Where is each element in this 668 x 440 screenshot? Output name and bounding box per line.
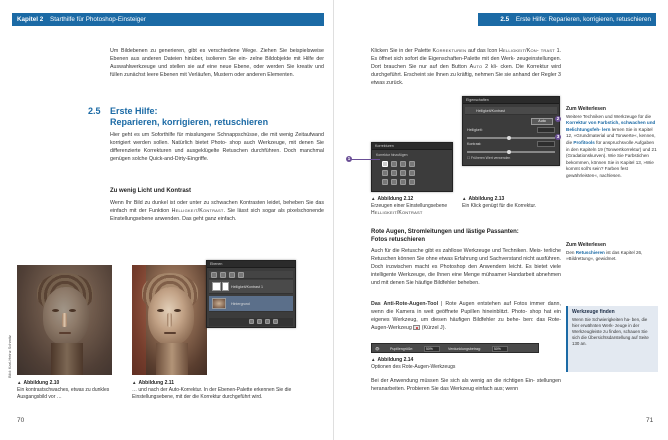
vibrance-icon[interactable] — [382, 170, 388, 176]
optbar-dark-label: Verdunklungsbetrag: — [448, 347, 481, 351]
ps-layers-panel — [206, 260, 296, 328]
section-title-line1: Erste Hilfe: — [110, 106, 158, 116]
infobox-werkzeuge-finden — [566, 306, 658, 372]
ps-helligkeit-field[interactable] — [537, 127, 555, 133]
ps-layers-title: Ebenen — [207, 261, 295, 268]
background-thumbnail — [212, 298, 226, 309]
ps-alt-checkbox[interactable]: ☐ Früheren Wert verwenden — [467, 156, 511, 160]
closing-paragraph: Bei der Anwendung müssen Sie sich als wenig an die richtigen Ein- stellungen heranarbeiten. Probieren Sie das Werkzeug einfach aus; wenn — [371, 378, 561, 392]
color-balance-icon[interactable] — [400, 170, 406, 176]
statue-photo-before — [17, 265, 112, 375]
ps-layer-adjustment[interactable] — [209, 280, 293, 294]
black-white-icon[interactable] — [409, 170, 415, 176]
ps-eigenschaften-layer-label: Helligkeit/Kontrast — [476, 109, 505, 113]
ps-kontrast-knob[interactable] — [507, 150, 511, 154]
ps-auto-button[interactable]: Auto — [531, 118, 553, 125]
filter-icon[interactable] — [211, 272, 217, 278]
ps-layer-background[interactable] — [209, 296, 293, 312]
threshold-icon[interactable] — [400, 179, 406, 185]
ps-layers-toolbar — [209, 271, 293, 279]
caption-2-14: ▲ Abbildung 2.14 Optionen des Rote-Augen-Werkzeugs — [371, 357, 456, 370]
adjustment-layer-icon — [212, 282, 221, 291]
caption-2-10: ▲ Abbildung 2.10 Ein kontrastschwaches, etwas zu dunkles Ausgangsbild vor … — [17, 380, 110, 400]
ps-korrekturen-title: Korrekturen — [372, 143, 452, 150]
ps-helligkeit-label: Helligkeit: — [467, 128, 483, 132]
adjust-icon[interactable] — [229, 272, 235, 278]
eye-tool-icon: 👁 — [375, 347, 380, 351]
callout-1-line — [350, 159, 380, 160]
hue-saturation-icon[interactable] — [391, 170, 397, 176]
ps-helligkeit-knob[interactable] — [507, 136, 511, 140]
ps-layer-adjustment-label: Helligkeit/Kontrast 1 — [231, 285, 263, 289]
image-icon[interactable] — [220, 272, 226, 278]
optbar-pupil-field[interactable]: 50% — [424, 346, 440, 352]
right-page-number: 71 — [646, 417, 654, 424]
ps-kontrast-label: Kontrast: — [467, 142, 482, 146]
exposure-icon[interactable] — [409, 161, 415, 167]
ps-kontrast-slider[interactable] — [467, 151, 555, 153]
curves-icon[interactable] — [400, 161, 406, 167]
callout-1: 1 — [347, 156, 351, 161]
callout-3: 3 — [556, 134, 560, 139]
infobox-title: Werkzeuge finden — [572, 309, 615, 315]
left-running-header — [12, 13, 324, 26]
side-note-weiterlesen-1: Zum Weiterlesen Weitere Techniken und Werkzeuge für die Korrektur von Farbstich, schwachen und Belichtungsfeh- lern lernen Sie in Kapitel 12, »Grundmaterial und Tonwerte«, kennen, die Profitools für anspruchsvolle Aufgaben in den Kapiteln 19 (Tonwertkorrektur) und 21 (Gradationskurven). Wie Sie Farbstichen bekommen, können Sie in Kapitel 13, »Wie kommt soll's sein? Farben fest gewährleisten«, nachlesen. — [566, 106, 657, 178]
new-layer-icon[interactable] — [265, 319, 270, 324]
callout-2: 2 — [556, 116, 560, 121]
redeye-section-paragraph: Auch für die Retusche gibt es zahllose Werkzeuge und Techniken. Meis- terliche Retuschen können Sie ohne etwas Erfahrung und Sachverstand nicht ausführen. Doch inzwischen macht es Photoshop den Anwendern leicht. Es bietet viele intelligente Werkzeuge, die Ihnen eine Menge mühsamer Handarbeit abnehmen und mit denen Sie häufige Bildfehler beheben. — [371, 248, 561, 286]
subhead-licht-kontrast: Zu wenig Licht und Kontrast — [110, 188, 191, 194]
photo-credit-vertical: Bild: Karl-Heinz Schmitz — [7, 335, 12, 378]
right-header-number: 2.5 — [500, 16, 510, 23]
right-header-title: Erste Hilfe: Reparieren, korrigieren, retuschieren — [515, 16, 651, 23]
caption-2-12: ▲ Abbildung 2.12 Erzeugen einer Einstellungsebene Helligkeit/Kontrast — [371, 196, 448, 216]
left-header-title: Starthilfe für Photoshop-Einsteiger — [50, 16, 146, 23]
right-running-header — [478, 13, 656, 26]
section-title-2-5 — [88, 106, 324, 128]
ps-redeye-options-bar — [371, 343, 539, 353]
left-header-chapter: Kapitel 2 — [17, 16, 44, 23]
left-page-number: 70 — [17, 417, 25, 424]
right-intro-paragraph: Klicken Sie in der Palette Korrekturen auf das Icon Helligkeit/Kon- trast 1. Es öffnet sich sofort die Eigenschaften-Palette mit den Werk- zeugeinstellungen. Dort brauchen Sie nur auf den Button Auto 2 kli- cken. Die Korrektur wird durchgeführt. Erscheint sie Ihnen zu kräftig, nehmen Sie sie anhand der Regler 3 etwas zurück. — [371, 48, 561, 86]
gradient-map-icon[interactable] — [409, 179, 415, 185]
ps-layer-background-label: Hintergrund — [231, 302, 250, 306]
type-icon[interactable] — [238, 272, 244, 278]
side-note-weiterlesen-2: Zum Weiterlesen Den Retuschieren ist das Kapitel 26, »Bildrettung«, gewidmet. — [566, 242, 643, 262]
levels-icon[interactable] — [391, 161, 397, 167]
ps-eigenschaften-layer-row — [465, 107, 557, 115]
caption-2-13: ▲ Abbildung 2.13 Ein Klick genügt für die Korrektur. — [462, 196, 537, 209]
section-title-line2: Reparieren, korrigieren, retuschieren — [110, 117, 269, 127]
statue-photo-after — [132, 265, 207, 375]
optbar-dark-field[interactable]: 50% — [492, 346, 508, 352]
ps-layers-footer — [209, 318, 293, 326]
caption-2-11: ▲ Abbildung 2.11 … und nach der Auto-Korrektur. In der Ebenen-Palette erkennen Sie die Einstellungsebene, mit der die Korrektur durchgeführt wird. — [132, 380, 292, 400]
link-icon[interactable] — [249, 319, 254, 324]
optbar-pupil-label: Pupillengröße: — [390, 347, 414, 351]
infobox-text: Wenn Sie Schwierigkeiten ha- ben, die hier erwähnten Werk- zeuge in der Werkzeugleiste zu finden, schauen Sie sich die Übersichtsdarstellung auf Seite 130 an. — [572, 317, 649, 346]
anti-redeye-paragraph: Das Anti-Rote-Augen-Tool | Rote Augen entstehen auf Fotos immer dann, wenn die Kamera in weit geöffnete Pupillen hineinblitzt. Photo- shop hat ein eigenes Werkzeug, um diesen häufigen Bildfehler zu behe- ben: das Rote-Augen-Werkzeug (Kürzel J). — [371, 301, 561, 331]
ps-kontrast-field[interactable] — [537, 141, 555, 147]
subhead-paragraph: Wenn Ihr Bild zu dunkel ist oder unter zu schwachen Kontrasten leidet, beheben Sie das einfach mit der Funktion Helligkeit/Kontrast. Sie lässt sich sogar als pixelschonende Einstellungsebene anwenden. Das geht ganz einfach. — [110, 200, 324, 222]
fx-icon[interactable] — [257, 319, 262, 324]
brightness-contrast-icon[interactable] — [382, 161, 388, 167]
ps-korrekturen-hint: Korrektur hinzufügen — [376, 153, 408, 157]
ps-helligkeit-slider[interactable] — [467, 137, 555, 139]
ps-korrekturen-panel — [371, 142, 453, 192]
trash-icon[interactable] — [273, 319, 278, 324]
redeye-section-heading: Rote Augen, Stromleitungen und lästige Passanten: Fotos retuschieren — [371, 229, 519, 243]
posterize-icon[interactable] — [391, 179, 397, 185]
left-intro-paragraph: Um Bildebenen zu generieren, gibt es verschiedene Wege. Ziehen Sie beispielsweise Ebenen aus anderen Dateien hinüber, isolieren Sie ein- zelne Bildobjekte mit Hilfe der Auswahlwerkzeuge und stellen sie auf eine neue Ebene, oder werden Sie kreativ und füllen zunächst leere Ebenen mit Verläufen, Mustern oder anderen Elementen. — [110, 48, 324, 78]
ps-eigenschaften-panel — [462, 96, 560, 166]
layer-mask-icon — [222, 282, 229, 291]
section-intro-paragraph: Hier geht es um Soforthilfe für misslungene Schnappschüsse, die mit wenig Zeitaufwand korrigiert werden sollen. Natürlich bietet Photo- shop auch Werkzeuge, mit denen Sie differenzierte Korrekturen und ausgeklügelte Retuschen durchführen. Doch manchmal genügen solche Quick-and-Dirty-Eingriffe. — [110, 132, 324, 162]
ps-eigenschaften-title: Eigenschaften — [463, 97, 559, 104]
invert-icon[interactable] — [382, 179, 388, 185]
red-eye-tool-icon — [413, 325, 420, 330]
section-number: 2.5 — [88, 106, 101, 116]
